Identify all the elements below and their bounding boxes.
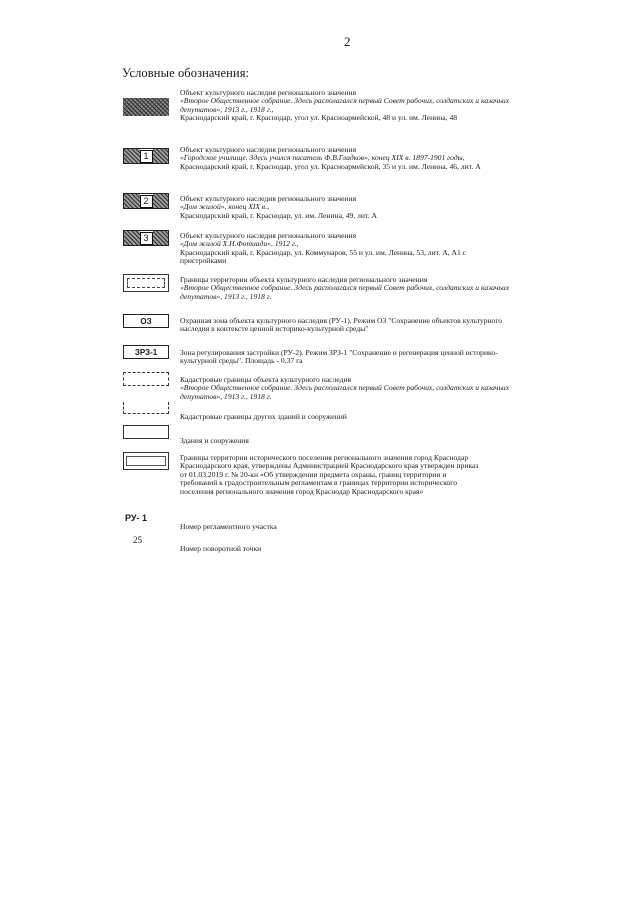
buildings-symbol [123, 425, 169, 439]
territory-boundary-symbol [123, 274, 169, 292]
legend-item-11-text: Номер регламентного участка [180, 521, 277, 531]
legend-item-6-text: Зона регулирования застройки (РУ-2). Режим ЗРЗ-1 "Сохранение и регенерация ценной историко-культурной среды". Площадь - 0,37 га [180, 347, 498, 366]
legend-item-12-text: Номер поворотной точки [180, 543, 262, 553]
page-number: 2 [344, 34, 351, 49]
heritage-object-2-symbol: 2 [123, 193, 169, 209]
heritage-object-3-symbol: 3 [123, 230, 169, 246]
legend-item-3-text: Объект культурного наследия регионального значения «Дом жилой Х.Н.Фотиади», 1912 г., Краснодарский край, г. Краснодар, ул. Коммунаров, 55 и ул. им. Ленина, 53, лит. А, А1 с пристройками [180, 230, 467, 266]
legend-item-7-text: Кадастровые границы объекта культурного наследия «Второе Общественное собрание. Здесь располагался первый Совет рабочих, солдатских и казачьих депутатов», 1913 г., 1918 г. [180, 374, 510, 401]
legend-item-10-text: Границы территории исторического поселения регионального значения город Краснодар Краснодарского края, утверждены Администрацией Краснодарского края утвержден приказ от 01.03.2019 г. № 20-кн «Об утверждении предмета охраны, границ территории и требований к градостроительным регламентам в границах территории исторического поселения регионального значения город Краснодар Краснодарского края» [180, 452, 479, 496]
legend-item-1-text: Объект культурного наследия регионального значения «Городское училище. Здесь учился писатель Ф.В.Гладков», конец XIX в. 1897-1901 годы, Краснодарский край, г. Краснодар, угол ул. Красноармейской, 35 и ул. им. Ленина, 46, лит. А [180, 144, 481, 171]
historic-settlement-boundary-symbol [123, 452, 169, 470]
legend-item-0-text: Объект культурного наследия регионального значения «Второе Общественное собрание. Здесь располагался первый Совет рабочих, солдатских и казачьих депутатов», 1913 г., 1918 г., Краснодарский край, г. Краснодар, угол ул. Красноармейской, 48 и ул. им. Ленина, 48 [180, 87, 510, 123]
heritage-object-symbol [123, 98, 169, 116]
development-zone-symbol: ЗРЗ-1 [123, 345, 169, 359]
regulation-plot-abbr: РУ- 1 [125, 513, 147, 523]
legend-item-9-text: Здания и сооружения [180, 435, 249, 445]
cadastral-heritage-boundary-symbol [123, 372, 169, 386]
legend-item-2-text: Объект культурного наследия регионального значения «Дом жилой», конец XIX в., Краснодарский край, г. Краснодар, ул. им. Ленина, 49, лит. А [180, 193, 378, 220]
legend-item-5-text: Охранная зона объекта культурного наследия (РУ-1). Режим ОЗ "Сохранение объектов культурного наследия в контексте ценной историко-культурной среды" [180, 315, 503, 334]
protection-zone-symbol: ОЗ [123, 314, 169, 328]
cadastral-other-boundary-symbol [123, 402, 169, 414]
turning-point-number: 25 [133, 535, 142, 545]
legend-title: Условные обозначения: [122, 66, 250, 80]
legend-item-4-text: Границы территории объекта культурного наследия регионального значения «Второе Общественное собрание. Здесь располагался первый Совет рабочих, солдатских и казачьих депутатов», 1913 г., 1918 г. [180, 274, 510, 301]
legend-item-8-text: Кадастровые границы других зданий и сооружений [180, 411, 347, 421]
heritage-object-1-symbol: 1 [123, 148, 169, 164]
